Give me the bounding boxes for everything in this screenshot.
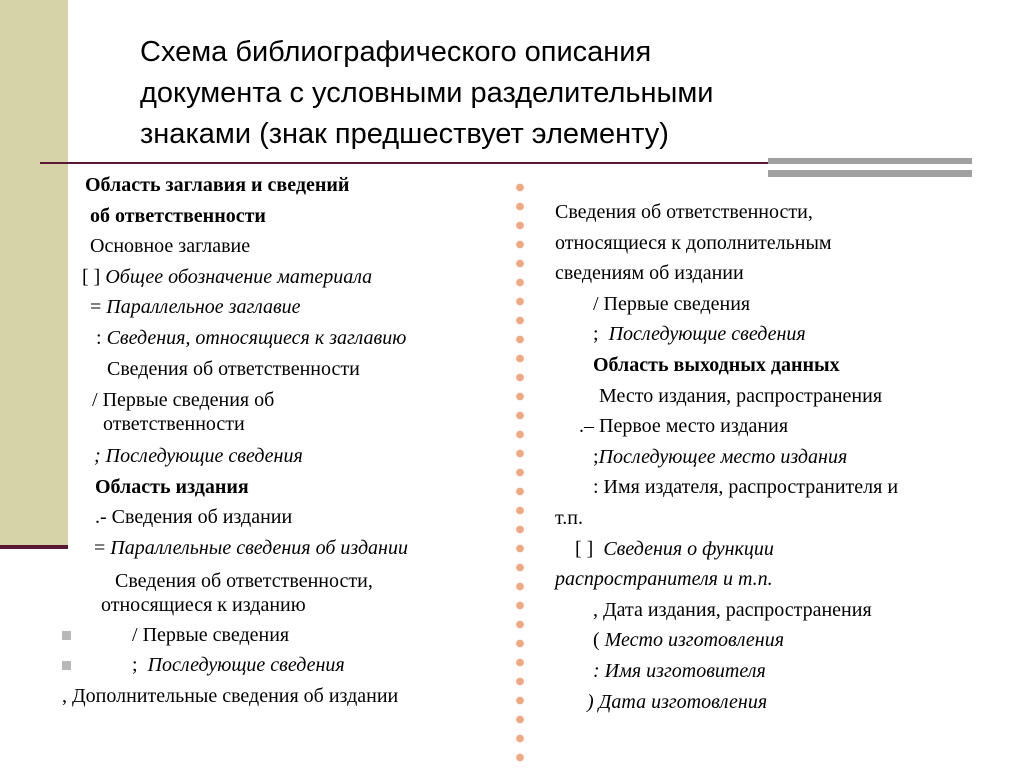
right-first-resp-element: / Первые сведения: [593, 292, 751, 315]
additional-edition-element: , Дополнительные сведения об издании: [62, 684, 399, 707]
other-text: Сведения, относящиеся к заглавию: [106, 326, 407, 349]
edition-element: .- Сведения об издании: [95, 506, 293, 529]
function-element: [555, 534, 1000, 565]
decor-bar-bottom: [768, 170, 972, 177]
function-text-1: Сведения о функции: [603, 537, 774, 560]
title-line-1: Схема библиографического описания: [140, 36, 652, 68]
other-mark: :: [96, 326, 107, 349]
gmd-text: Общее обозначение материала: [105, 265, 373, 288]
function-text-2: распространителя и т.п.: [555, 568, 773, 591]
first-resp-element: [60, 384, 510, 413]
right-next-text: Последующие сведения: [608, 323, 806, 346]
first-resp-mark: /: [92, 389, 103, 412]
side-accent-line: [0, 545, 68, 549]
manufacture-place-mark: (: [593, 629, 605, 652]
responsibility-element: Сведения об ответственности: [107, 357, 360, 380]
decor-bar-top: [768, 158, 972, 164]
first-resp-text-1: Первые сведения об: [102, 389, 275, 412]
additional-resp-text-2: относящиеся к дополнительным: [555, 231, 832, 254]
additional-resp-text-1: Сведения об ответственности,: [555, 201, 813, 223]
additional-resp-text-3: сведениям об издании: [555, 262, 744, 285]
area-title-heading-1: Область заглавия и сведений: [85, 174, 350, 196]
first-resp-text-2: ответственности: [98, 413, 245, 436]
title-line-3: знаками (знак предшествует элементу): [140, 118, 669, 150]
left-column: [60, 170, 510, 711]
next-resp-element: ; Последующие сведения: [94, 445, 303, 468]
publisher-element: : Имя издателя, распространителя и: [593, 476, 899, 499]
parallel-edition-mark: =: [94, 536, 111, 559]
edition-next-mark: ;: [132, 654, 148, 677]
area-title-heading-2: об ответственности: [85, 204, 266, 227]
edition-resp-text-1: Сведения об ответственности,: [115, 569, 373, 592]
next-place-text: Последующее место издания: [598, 445, 848, 468]
date-element: , Дата издания, распространения: [593, 598, 872, 621]
title-line-2: документа с условными разделительными: [140, 77, 714, 109]
edition-next-text: Последующие сведения: [147, 654, 345, 677]
manufacture-place-text: Место изготовления: [604, 629, 785, 652]
parallel-text: Параллельное заглавие: [106, 296, 301, 319]
first-place-element: .– Первое место издания: [579, 415, 789, 438]
edition-area-heading: Область издания: [95, 475, 249, 498]
next-place-mark: ;: [593, 445, 599, 468]
slide-title: [140, 32, 900, 155]
place-element: Место издания, распространения: [599, 384, 883, 407]
right-column: [555, 197, 1000, 717]
edition-first-mark: /: [132, 623, 143, 646]
edition-resp-text-2: относящиеся к изданию: [101, 593, 306, 616]
parallel-mark: =: [90, 296, 107, 319]
publication-area-heading: Область выходных данных: [593, 353, 840, 376]
function-mark: [ ]: [575, 537, 604, 560]
parallel-title-element: [60, 292, 510, 323]
manufacture-date-element: ) Дата изготовления: [587, 690, 768, 713]
main-title-element: Основное заглавие: [90, 235, 251, 258]
title-underline: [40, 162, 770, 164]
edition-next-resp-element: [60, 650, 510, 681]
parallel-edition-element: [60, 533, 510, 564]
parallel-edition-text: Параллельные сведения об издании: [110, 536, 408, 559]
edition-first-resp-element: [60, 620, 510, 651]
other-title-element: [60, 323, 510, 354]
dotted-column-divider: [515, 178, 525, 768]
publisher-element-continued: т.п.: [555, 506, 583, 529]
manufacturer-element: : Имя изготовителя: [593, 659, 766, 682]
manufacture-place-element: [555, 625, 1000, 656]
right-next-resp-element: [555, 319, 1000, 350]
side-accent-bar: [0, 0, 68, 548]
edition-first-text: Первые сведения: [142, 623, 290, 646]
next-place-element: [555, 442, 1000, 473]
gmd-element: [60, 262, 510, 293]
bullet-square-icon: [62, 661, 71, 670]
right-next-mark: ;: [593, 323, 609, 346]
gmd-mark: [ ]: [82, 265, 106, 288]
bullet-square-icon: [62, 631, 71, 640]
